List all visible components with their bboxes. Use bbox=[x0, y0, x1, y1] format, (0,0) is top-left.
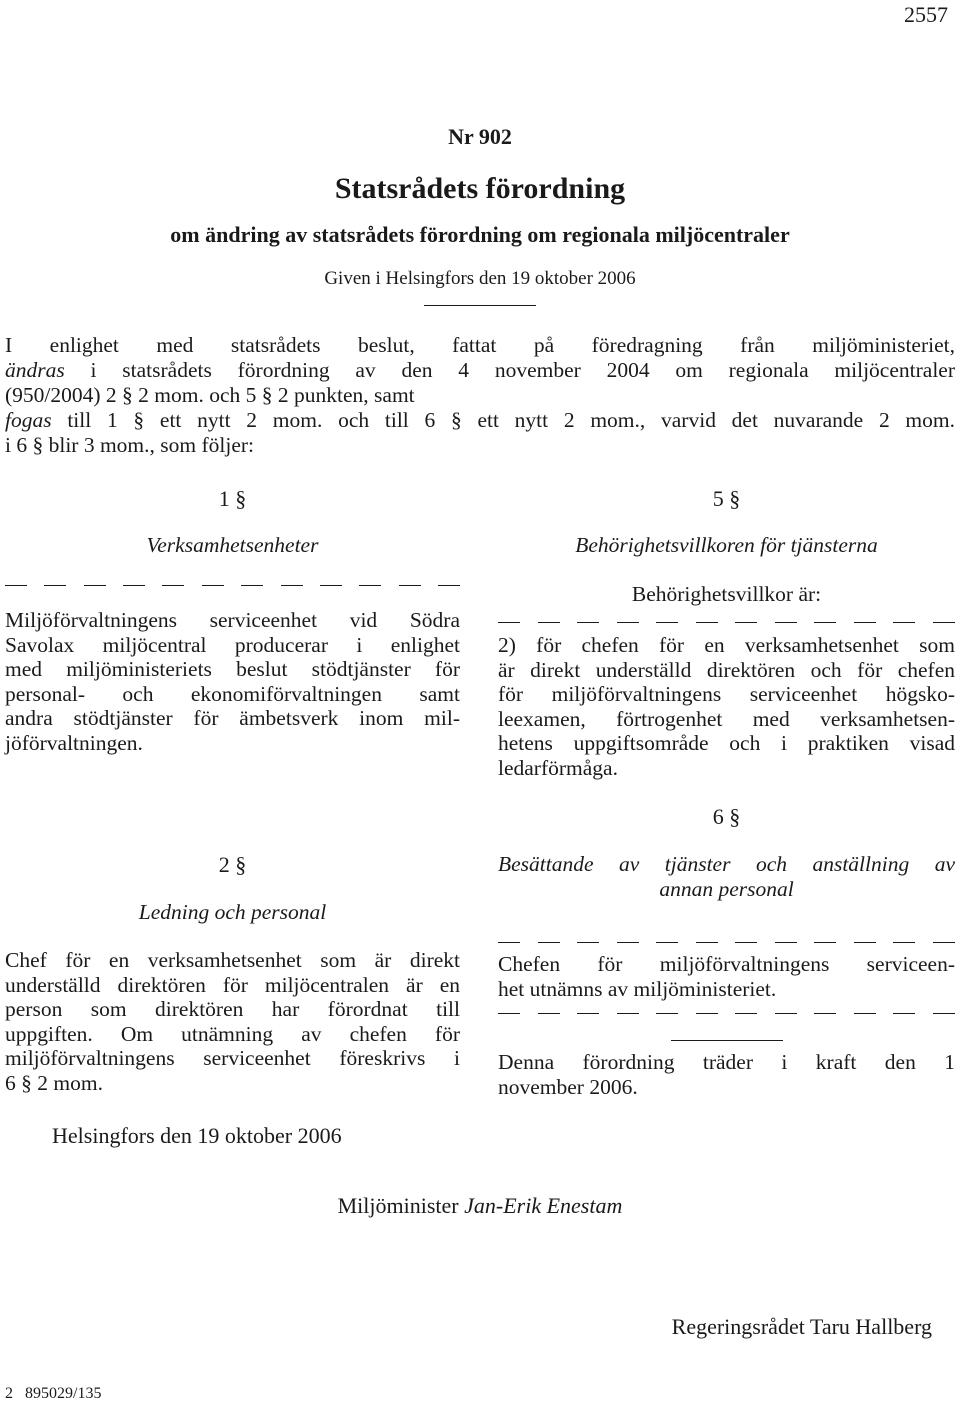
omission-dashes bbox=[498, 942, 955, 943]
section-2-number: 2 § bbox=[218, 852, 247, 877]
section-5-text: 2) för chefen för en verksamhetsenhet som är direkt underställd direktören och för chefen för miljöförvaltningens serviceenhet högsko- leexamen, förtrogenhet med verksamhetsen- hetens uppgiftsområde och i praktiken visad ledarförmåga. bbox=[498, 633, 955, 780]
minister-title: Miljöminister bbox=[337, 1193, 459, 1218]
section-1-text: Miljöförvaltningens serviceenhet vid Södra Savolax miljöcentral producerar i enlighet med miljöministeriets beslut stödtjänster för personal- och ekonomiförvaltningen samt andra stödtjänster för ämbetsverk inom mil- jöförvaltningen. bbox=[5, 608, 460, 755]
section-6-text: Chefen för miljöförvaltningens serviceen- het utnämns av miljöministeriet. bbox=[498, 952, 955, 1001]
preamble-line: (950/2004) 2 § 2 mom. och 5 § 2 punkten, samt bbox=[5, 383, 415, 407]
section-6-number: 6 § bbox=[712, 804, 741, 829]
page-number: 2557 bbox=[904, 2, 948, 27]
print-code: 2 895029/135 bbox=[5, 1385, 102, 1402]
emphasis-added: fogas bbox=[5, 408, 52, 432]
end-divider bbox=[671, 1040, 783, 1041]
section-2-title: Ledning och personal bbox=[138, 900, 327, 924]
given-date: Given i Helsingfors den 19 oktober 2006 bbox=[324, 268, 636, 289]
entry-into-force: Denna förordning träder i kraft den 1 november 2006. bbox=[498, 1050, 955, 1099]
preamble-line: i 6 § blir 3 mom., som följer: bbox=[5, 433, 255, 457]
minister-name: Jan-Erik Enestam bbox=[464, 1193, 623, 1218]
document-title: Statsrådets förordning bbox=[334, 172, 626, 205]
section-1-number: 1 § bbox=[218, 486, 247, 511]
preamble-line: I enlighet med statsrådets beslut, fattat på föredragning från miljöministeriet, bbox=[5, 333, 955, 357]
section-6-title: Besättande av tjänster och anställning av annan personal bbox=[498, 852, 955, 901]
preamble-line: fogas till 1 § ett nytt 2 mom. och till 6 § ett nytt 2 mom., varvid det nuvarande 2 mom. bbox=[5, 408, 955, 432]
counsellor-signature: Regeringsrådet Taru Hallberg bbox=[671, 1314, 932, 1339]
section-2-text: Chef för en verksamhetsenhet som är direkt underställd direktören för miljöcentralen är en person som direktören har förordnat till uppgiften. Om utnämning av chefen för miljöförvaltningens serviceenhet föreskrivs i 6 § 2 mom. bbox=[5, 948, 460, 1095]
section-5-number: 5 § bbox=[712, 486, 741, 511]
section-1-title: Verksamhetsenheter bbox=[146, 533, 319, 557]
document-subtitle: om ändring av statsrådets förordning om regionala miljöcentraler bbox=[170, 222, 790, 247]
emphasis-amended: ändras bbox=[5, 358, 65, 382]
omission-dashes bbox=[498, 622, 955, 623]
preamble-line: ändras i statsrådets förordning av den 4 november 2004 om regionala miljöcentraler bbox=[5, 358, 955, 382]
omission-dashes bbox=[498, 1013, 955, 1014]
section-5-title: Behörighetsvillkoren för tjänsterna bbox=[575, 533, 878, 557]
omission-dashes bbox=[5, 585, 460, 586]
signing-place-date: Helsingfors den 19 oktober 2006 bbox=[52, 1123, 342, 1148]
minister-signature bbox=[0, 1193, 960, 1219]
section-5-intro: Behörighetsvillkor är: bbox=[631, 582, 822, 606]
statute-number: Nr 902 bbox=[448, 124, 512, 149]
